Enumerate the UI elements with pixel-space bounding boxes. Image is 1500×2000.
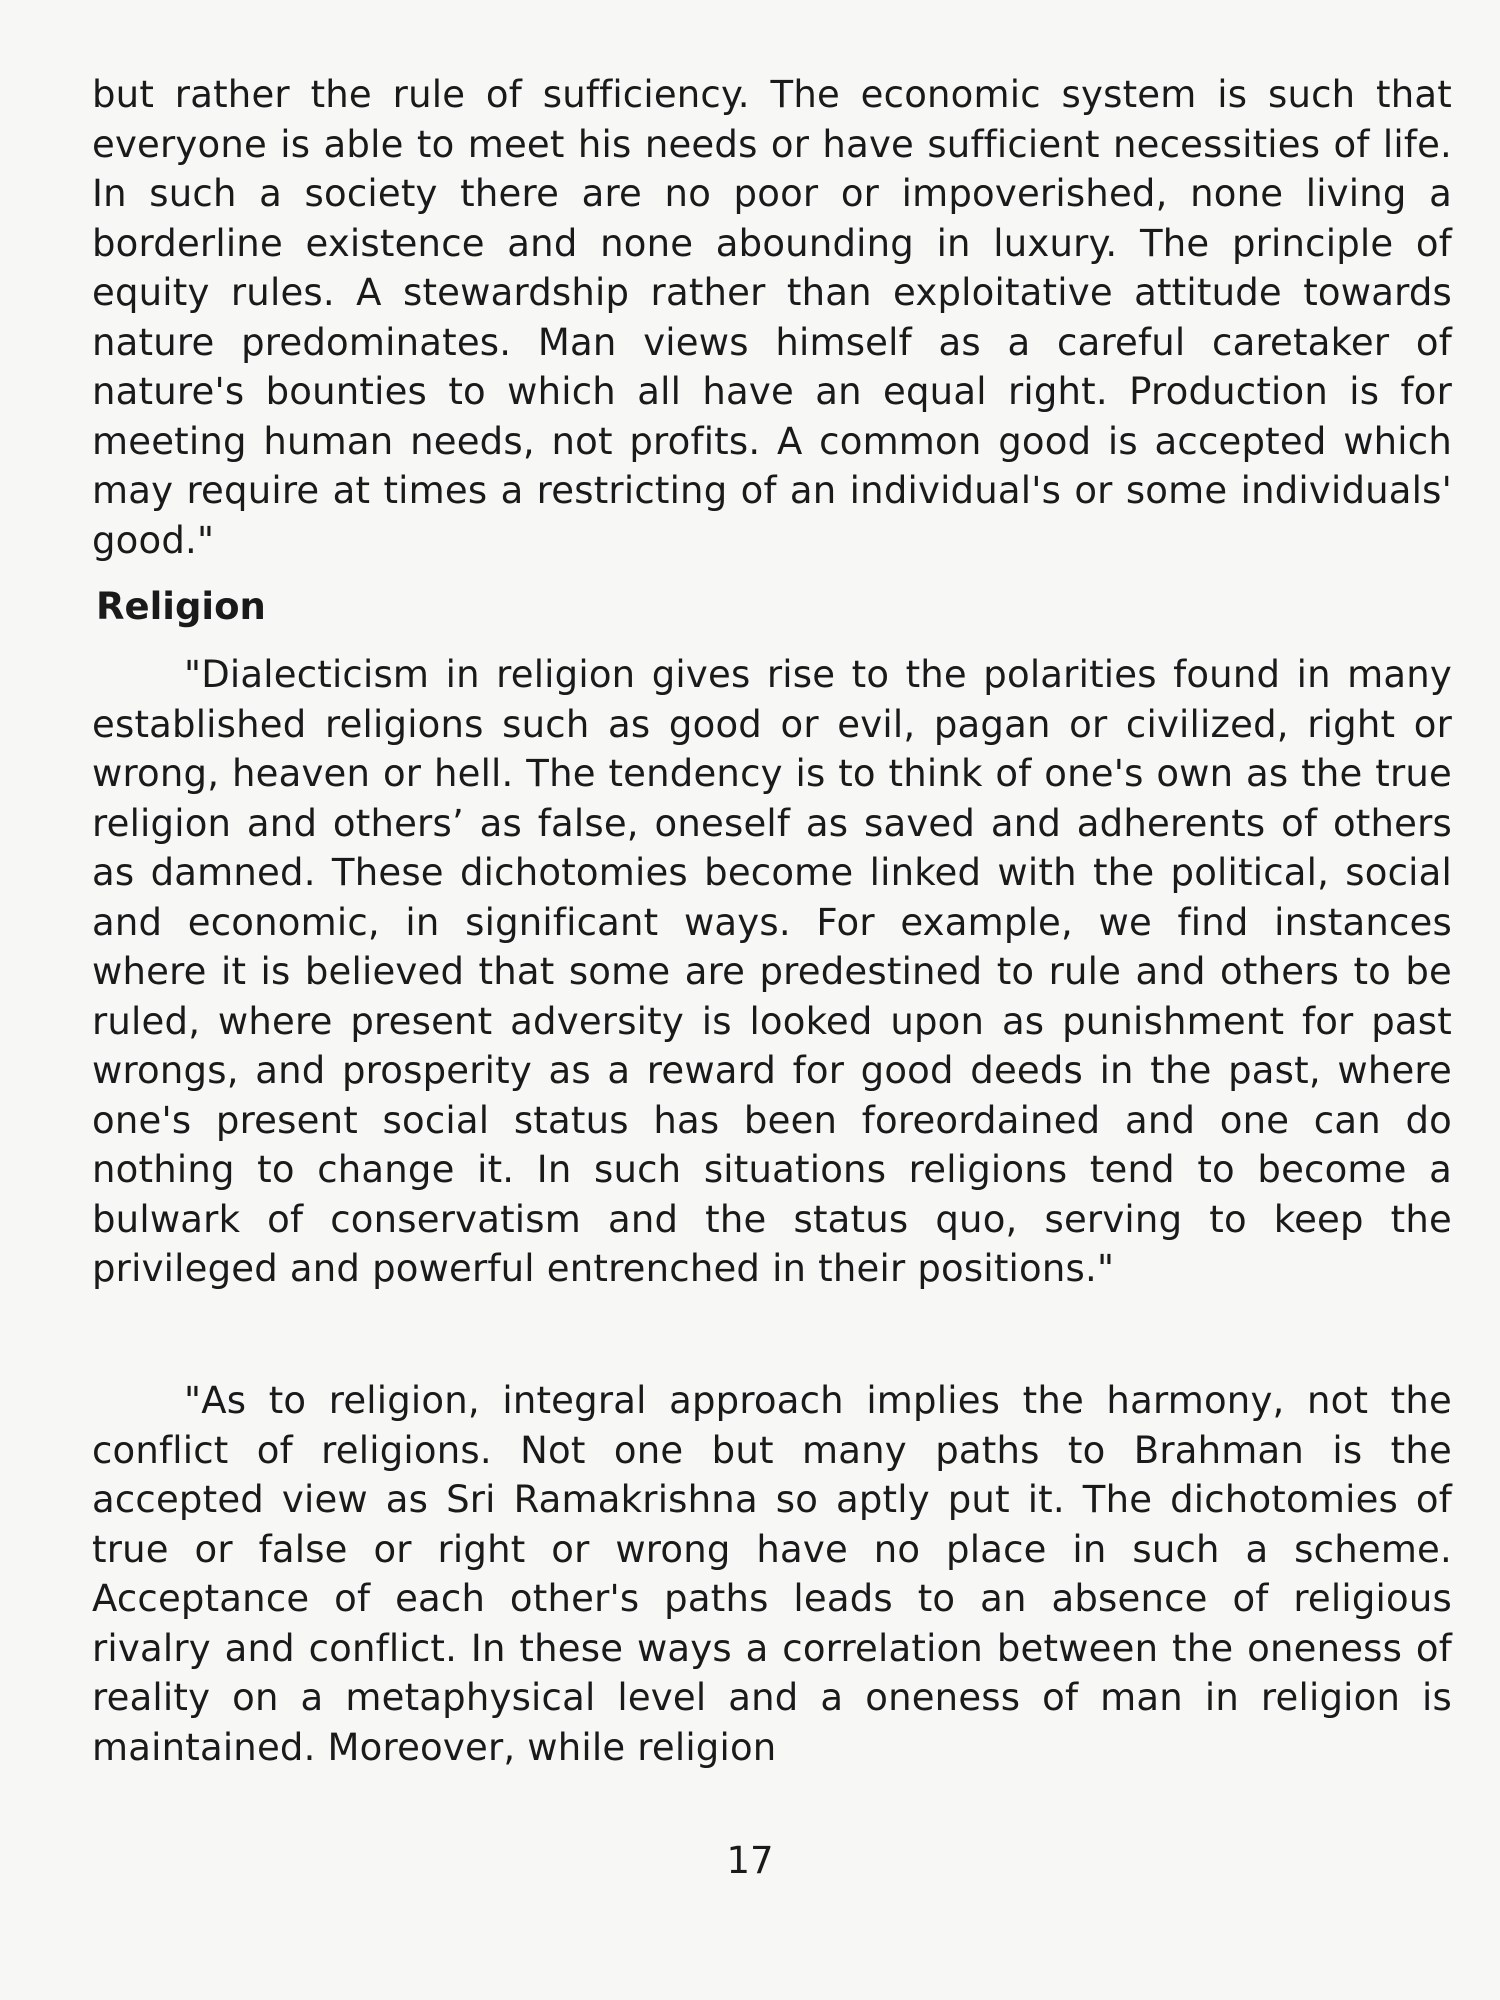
page-number: 17 [726, 1839, 774, 1882]
paragraph-text: "Dialecticism in religion gives rise to the polarities found in many established religions such as good or evil, pagan or civilized, right or wrong, heaven or hell. The tendency is to think of one's own as the true religion and others’ as false, oneself as saved and adherents of others as damned. These dichotomies become linked with the political, social and economic, in significant ways. For example, we find instances where it is believed that some are predestined to rule and others to be ruled, where present adversity is looked upon as punishment for past wrongs, and prosperity as a reward for good deeds in the past, where one's present social status has been foreordained and one can do nothing to change it. In such situations religions tend to become a bulwark of conservatism and the status quo, serving to keep the privileged and powerful entrenched in their positions." [92, 653, 1452, 1290]
paragraph-integral-approach [92, 1376, 1452, 1772]
paragraph-text: "As to religion, integral approach implies the harmony, not the conflict of religions. Not one but many paths to Brahman is the accepted view as Sri Ramakrishna so aptly put it. The dichotomies of true or false or right or wrong have no place in such a scheme. Acceptance of each other's paths leads to an absence of religious rivalry and conflict. In these ways a correlation between the oneness of reality on a metaphysical level and a oneness of man in religion is maintained. Moreover, while religion [92, 1379, 1452, 1769]
paragraph-dialecticism [92, 650, 1452, 1294]
paragraph-economic-sufficiency [92, 70, 1452, 565]
section-heading-religion: Religion [96, 585, 266, 628]
paragraph-text: but rather the rule of sufficiency. The economic system is such that everyone is able to meet his needs or have sufficient necessities of life. In such a society there are no poor or impoverished, none living a borderline existence and none abounding in luxury. The principle of equity rules. A stewardship rather than exploitative attitude towards nature predominates. Man views himself as a careful caretaker of nature's bounties to which all have an equal right. Production is for meeting human needs, not profits. A common good is accepted which may require at times a restricting of an individual's or some individuals' good." [92, 73, 1452, 562]
